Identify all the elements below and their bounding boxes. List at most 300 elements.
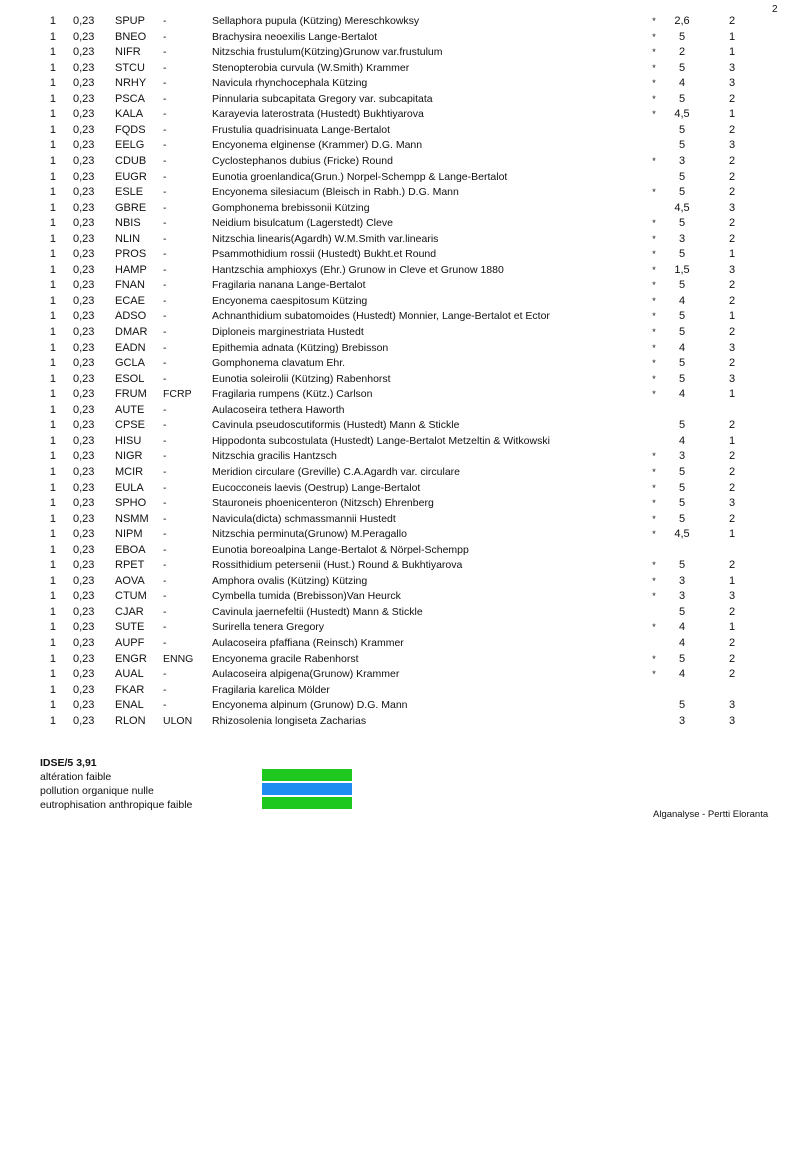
cell-s: 5 [678,497,686,510]
cell-v: 1 [728,621,736,634]
cell-v: 2 [728,419,736,432]
cell-count: 1 [49,621,56,634]
cell-count: 1 [49,450,56,463]
cell-count: 1 [49,434,56,447]
cell-name: Brachysira neoexilis Lange-Bertalot [212,30,378,43]
cell-count: 1 [49,357,56,370]
cell-star: * [652,498,656,509]
cell-v: 3 [728,201,736,214]
cell-code: EBOA [115,543,146,556]
cell-star: * [652,155,656,166]
cell-s: 4,5 [674,108,690,121]
cell-v: 2 [728,637,736,649]
cell-code: EUGR [115,170,147,183]
cell-s: 4 [678,621,686,634]
cell-syn: - [163,668,167,681]
cell-code: STCU [115,61,145,74]
cell-syn: ULON [163,714,193,727]
cell-syn: - [163,108,167,121]
cell-s: 5 [678,481,686,494]
cell-s: 3 [678,590,686,603]
cell-code: ENGR [115,652,147,665]
cell-s: 5 [678,357,686,370]
cell-pct: 0,23 [73,668,95,681]
cell-s: 4 [678,637,686,649]
cell-count: 1 [49,714,56,727]
cell-syn: - [163,465,167,478]
cell-name: Achnanthidium subatomoides (Hustedt) Monnier, Lange-Bertalot et Ector [212,310,550,323]
cell-count: 1 [49,77,56,90]
cell-count: 1 [49,170,56,183]
idse-value: 3,91 [76,757,97,769]
cell-name: Rhizosolenia longiseta Zacharias [212,714,367,727]
cell-pct: 0,23 [73,201,95,214]
cell-pct: 0,23 [73,357,95,370]
cell-s: 5 [678,61,686,74]
cell-pct: 0,23 [73,61,95,74]
cell-star: * [652,622,656,633]
cell-code: ESOL [115,372,145,385]
cell-s: 4 [678,388,686,401]
cell-v: 2 [728,668,736,681]
cell-count: 1 [49,574,56,587]
cell-syn: FCRP [163,388,192,401]
cell-code: GBRE [115,201,147,214]
cell-star: * [652,218,656,229]
cell-name: Hantzschia amphioxys (Ehr.) Grunow in Cleve et Grunow 1880 [212,263,504,276]
cell-v: 2 [728,232,736,245]
cell-count: 1 [49,419,56,432]
cell-s: 5 [678,419,686,432]
table-row [0,683,794,699]
cell-v: 1 [728,388,736,401]
cell-pct: 0,23 [73,139,95,152]
table-row [0,667,794,683]
table-row [0,14,794,30]
cell-v: 2 [728,512,736,525]
cell-pct: 0,23 [73,450,95,463]
cell-v: 3 [728,77,736,90]
table-row [0,45,794,61]
table-row [0,558,794,574]
cell-code: EULA [115,481,144,494]
cell-code: FQDS [115,123,146,136]
cell-count: 1 [49,652,56,665]
cell-count: 1 [49,248,56,261]
cell-syn: - [163,605,167,618]
cell-v: 2 [728,465,736,478]
cell-syn: - [163,326,167,338]
cell-star: * [652,529,656,540]
table-row [0,154,794,170]
cell-name: Stauroneis phoenicenteron (Nitzsch) Ehrenberg [212,497,434,510]
table-row [0,325,794,341]
cell-name: Surirella tenera Gregory [212,621,325,634]
cell-pct: 0,23 [73,621,95,634]
cell-s: 3 [678,232,686,245]
table-row [0,418,794,434]
cell-v: 2 [728,279,736,292]
cell-star: * [652,78,656,89]
cell-star: * [652,311,656,322]
cell-count: 1 [49,30,56,43]
cell-syn: - [163,92,167,105]
cell-name: Encyonema elginense (Krammer) D.G. Mann [212,139,423,152]
cell-name: Encyonema silesiacum (Bleisch in Rabh.) D.G. Mann [212,186,459,199]
cell-star: * [652,264,656,275]
cell-name: Psammothidium rossii (Hustedt) Bukht.et Round [212,248,437,261]
cell-s: 3 [678,450,686,463]
table-row [0,605,794,621]
cell-name: Eucocconeis laevis (Oestrup) Lange-Bertalot [212,481,421,494]
table-row [0,512,794,528]
table-row [0,481,794,497]
table-row [0,574,794,590]
cell-count: 1 [49,605,56,618]
cell-v: 3 [728,139,736,152]
cell-name: Eunotia soleirolii (Kützing) Rabenhorst [212,372,391,385]
cell-star: * [652,16,656,26]
cell-star: * [652,451,656,462]
cell-syn: - [163,559,167,572]
cell-count: 1 [49,699,56,712]
cell-v: 3 [728,590,736,603]
cell-pct: 0,23 [73,683,95,696]
cell-star: * [652,560,656,571]
cell-pct: 0,23 [73,15,95,27]
alteration-bar [262,769,352,781]
cell-syn: - [163,372,167,385]
cell-pct: 0,23 [73,714,95,727]
cell-code: FNAN [115,279,145,292]
table-row [0,698,794,714]
table-row [0,372,794,388]
cell-star: * [652,31,656,42]
table-row [0,309,794,325]
cell-name: Nitzschia perminuta(Grunow) M.Peragallo [212,528,407,541]
table-row [0,76,794,92]
cell-pct: 0,23 [73,652,95,665]
cell-s: 5 [678,699,686,712]
cell-syn: - [163,61,167,74]
cell-name: Aulacoseira alpigena(Grunow) Krammer [212,668,400,681]
cell-s: 2,6 [674,15,690,27]
table-row [0,387,794,403]
table-row [0,278,794,294]
cell-v: 3 [728,699,736,712]
cell-name: Encyonema caespitosum Kützing [212,294,368,307]
cell-v: 2 [728,605,736,618]
table-row [0,527,794,543]
cell-code: EELG [115,139,145,152]
cell-code: KALA [115,108,144,121]
cell-v: 1 [728,310,736,323]
table-row [0,263,794,279]
cell-syn: - [163,279,167,292]
cell-code: SPHO [115,497,147,510]
cell-star: * [652,62,656,73]
cell-pct: 0,23 [73,248,95,261]
cell-syn: - [163,30,167,43]
cell-count: 1 [49,186,56,199]
cell-count: 1 [49,92,56,105]
cell-v: 3 [728,372,736,385]
cell-s: 5 [678,123,686,136]
cell-name: Cavinula pseudoscutiformis (Hustedt) Mann & Stickle [212,419,460,432]
cell-pct: 0,23 [73,294,95,307]
cell-name: Encyonema gracile Rabenhorst [212,652,359,665]
cell-v: 2 [728,186,736,199]
cell-star: * [652,482,656,493]
cell-s: 1,5 [674,263,690,276]
cell-name: Stenopterobia curvula (W.Smith) Krammer [212,61,410,74]
cell-count: 1 [49,403,56,416]
cell-code: SPUP [115,15,145,27]
cell-pct: 0,23 [73,528,95,541]
table-row [0,107,794,123]
table-row [0,341,794,357]
cell-syn: - [163,419,167,432]
cell-syn: - [163,248,167,261]
cell-s: 5 [678,279,686,292]
cell-code: CTUM [115,590,147,603]
cell-pct: 0,23 [73,108,95,121]
cell-v: 2 [728,652,736,665]
cell-pct: 0,23 [73,497,95,510]
cell-name: Aulacoseira pfaffiana (Reinsch) Krammer [212,637,404,649]
cell-v: 1 [728,46,736,59]
cell-star: * [652,575,656,586]
table-row [0,652,794,668]
cell-syn: - [163,450,167,463]
page-number: 2 [772,4,778,15]
cell-count: 1 [49,232,56,245]
cell-count: 1 [49,139,56,152]
eutrophisation-bar [262,797,352,809]
cell-s: 5 [678,605,686,618]
cell-code: NIGR [115,450,143,463]
cell-pct: 0,23 [73,590,95,603]
cell-v: 3 [728,61,736,74]
table-row [0,185,794,201]
cell-pct: 0,23 [73,310,95,323]
cell-v: 1 [728,108,736,121]
cell-syn: - [163,15,167,27]
cell-pct: 0,23 [73,543,95,556]
cell-name: Nitzschia gracilis Hantzsch [212,450,337,463]
cell-v: 3 [728,497,736,510]
cell-code: AOVA [115,574,145,587]
table-row [0,232,794,248]
table-row [0,589,794,605]
cell-syn: - [163,263,167,276]
cell-s: 4,5 [674,528,690,541]
cell-syn: - [163,590,167,603]
cell-v: 2 [728,123,736,136]
cell-syn: - [163,497,167,510]
cell-star: * [652,591,656,602]
cell-code: GCLA [115,357,145,370]
cell-name: Hippodonta subcostulata (Hustedt) Lange-Bertalot Metzeltin & Witkowski [212,434,550,447]
cell-syn: - [163,699,167,712]
cell-count: 1 [49,512,56,525]
cell-name: Cymbella tumida (Brebisson)Van Heurck [212,590,401,603]
cell-name: Pinnularia subcapitata Gregory var. subcapitata [212,92,433,105]
cell-syn: ENNG [163,652,194,665]
cell-s: 5 [678,30,686,43]
cell-name: Frustulia quadrisinuata Lange-Bertalot [212,123,391,136]
cell-count: 1 [49,668,56,681]
cell-syn: - [163,154,167,167]
cell-pct: 0,23 [73,388,95,401]
cell-s: 4 [678,668,686,681]
cell-name: Gomphonema brebissonii Kützing [212,201,370,214]
cell-syn: - [163,528,167,541]
cell-count: 1 [49,108,56,121]
cell-pct: 0,23 [73,263,95,276]
cell-name: Sellaphora pupula (Kützing) Mereschkowksy [212,15,420,27]
cell-syn: - [163,574,167,587]
cell-name: Amphora ovalis (Kützing) Kützing [212,574,368,587]
table-row [0,356,794,372]
cell-s: 5 [678,248,686,261]
cell-syn: - [163,294,167,307]
cell-syn: - [163,232,167,245]
cell-name: Fragilaria rumpens (Kütz.) Carlson [212,388,373,401]
pollution-bar [262,783,352,795]
cell-code: NBIS [115,217,141,230]
pollution-label: pollution organique nulle [40,785,154,797]
cell-pct: 0,23 [73,559,95,572]
cell-v: 2 [728,294,736,307]
cell-s: 5 [678,92,686,105]
cell-code: FRUM [115,388,147,401]
cell-pct: 0,23 [73,699,95,712]
cell-code: DMAR [115,326,148,338]
cell-pct: 0,23 [73,92,95,105]
cell-v: 1 [728,528,736,541]
cell-name: Karayevia laterostrata (Hustedt) Bukhtiyarova [212,108,424,121]
cell-pct: 0,23 [73,326,95,338]
cell-pct: 0,23 [73,403,95,416]
cell-star: * [652,358,656,369]
cell-s: 5 [678,559,686,572]
cell-code: AUPF [115,637,145,649]
cell-count: 1 [49,683,56,696]
cell-v: 2 [728,170,736,183]
cell-name: Encyonema alpinum (Grunow) D.G. Mann [212,699,408,712]
cell-count: 1 [49,388,56,401]
alteration-label: altération faible [40,771,112,783]
cell-s: 4 [678,434,686,447]
table-row [0,61,794,77]
cell-syn: - [163,310,167,323]
table-row [0,449,794,465]
cell-pct: 0,23 [73,77,95,90]
cell-code: AUTE [115,403,145,416]
cell-name: Diploneis marginestriata Hustedt [212,326,364,338]
cell-code: MCIR [115,465,144,478]
cell-s: 3 [678,714,686,727]
cell-name: Fragilaria karelica Mölder [212,683,330,696]
cell-name: Cyclostephanos dubius (Fricke) Round [212,154,393,167]
cell-count: 1 [49,217,56,230]
cell-v: 1 [728,574,736,587]
cell-star: * [652,280,656,291]
cell-code: AUAL [115,668,144,681]
cell-pct: 0,23 [73,434,95,447]
cell-code: PSCA [115,92,145,105]
cell-s: 5 [678,512,686,525]
cell-code: NIPM [115,528,143,541]
cell-star: * [652,327,656,337]
cell-pct: 0,23 [73,465,95,478]
cell-code: CDUB [115,154,147,167]
cell-s: 5 [678,326,686,338]
cell-s: 2 [678,46,686,59]
cell-star: * [652,466,656,477]
cell-syn: - [163,46,167,59]
table-row [0,543,794,559]
cell-code: EADN [115,341,146,354]
cell-count: 1 [49,154,56,167]
table-row [0,170,794,186]
cell-syn: - [163,139,167,152]
cell-name: Nitzschia frustulum(Kützing)Grunow var.frustulum [212,46,443,59]
cell-syn: - [163,77,167,90]
cell-s: 4 [678,294,686,307]
table-row [0,465,794,481]
cell-count: 1 [49,46,56,59]
cell-syn: - [163,512,167,525]
cell-v: 2 [728,217,736,230]
cell-star: * [652,249,656,260]
cell-v: 2 [728,450,736,463]
table-row [0,496,794,512]
cell-v: 3 [728,263,736,276]
cell-star: * [652,389,656,400]
cell-star: * [652,653,656,664]
cell-s: 5 [678,186,686,199]
cell-count: 1 [49,497,56,510]
cell-star: * [652,295,656,306]
cell-v: 2 [728,481,736,494]
cell-count: 1 [49,326,56,338]
cell-syn: - [163,357,167,370]
cell-count: 1 [49,15,56,27]
table-row [0,636,794,652]
cell-s: 4,5 [674,201,690,214]
cell-name: Aulacoseira tethera Haworth [212,403,345,416]
cell-s: 5 [678,652,686,665]
table-row [0,294,794,310]
cell-code: ECAE [115,294,145,307]
cell-pct: 0,23 [73,419,95,432]
cell-syn: - [163,621,167,634]
cell-pct: 0,23 [73,170,95,183]
cell-count: 1 [49,465,56,478]
cell-code: CPSE [115,419,145,432]
cell-s: 5 [678,310,686,323]
cell-v: 2 [728,154,736,167]
cell-pct: 0,23 [73,186,95,199]
table-row [0,620,794,636]
cell-pct: 0,23 [73,512,95,525]
cell-count: 1 [49,310,56,323]
cell-name: Neidium bisulcatum (Lagerstedt) Cleve [212,217,393,230]
cell-s: 5 [678,170,686,183]
cell-name: Eunotia groenlandica(Grun.) Norpel-Schempp & Lange-Bertalot [212,170,508,183]
